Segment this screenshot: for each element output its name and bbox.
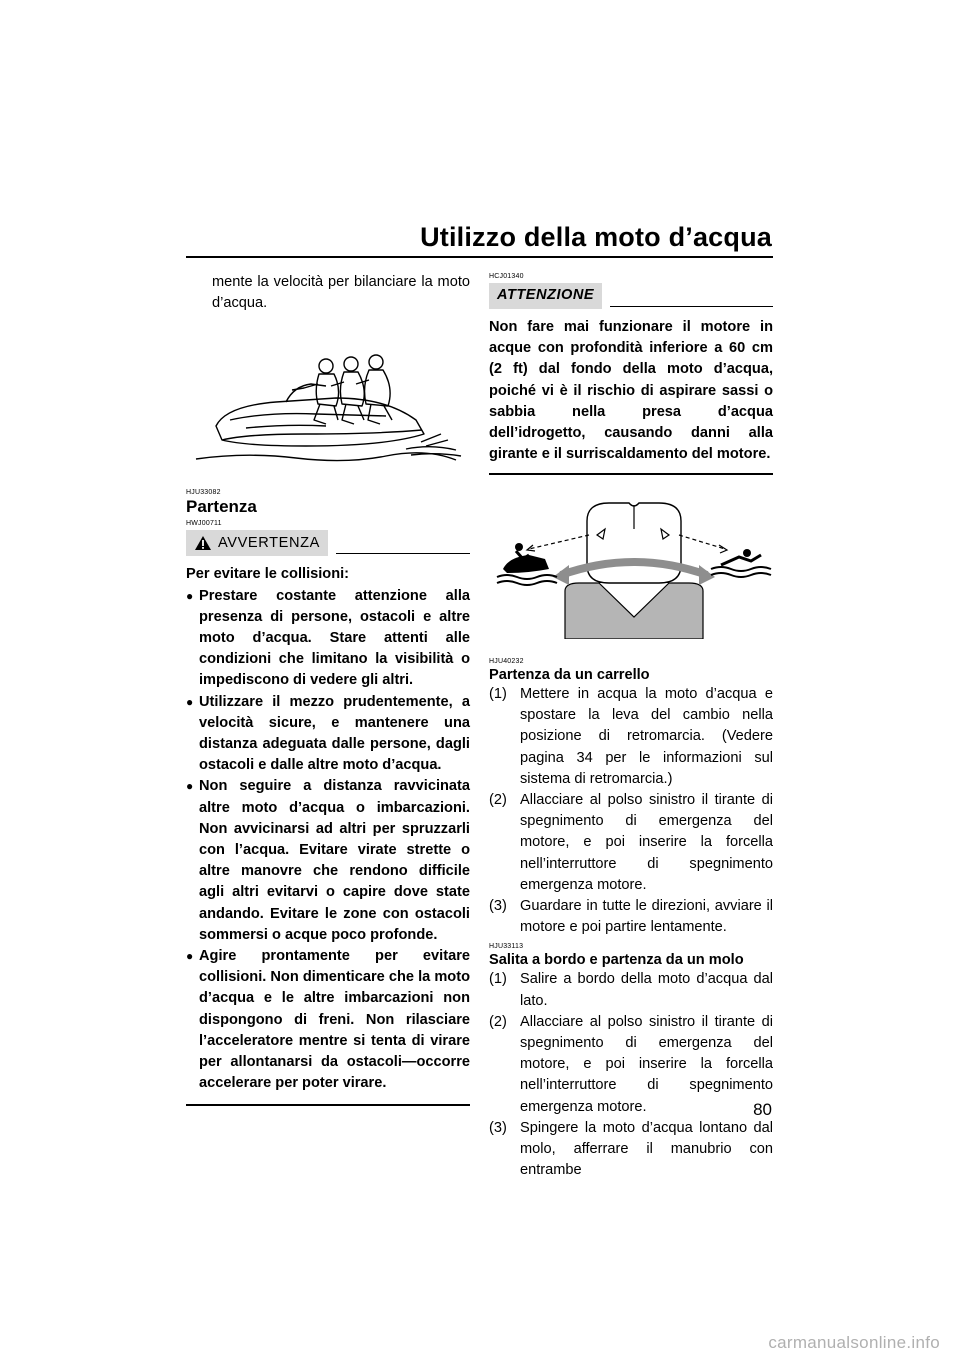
warning-label: AVVERTENZA <box>218 534 320 551</box>
warning-rule <box>336 553 470 555</box>
sub2-steps <box>489 969 773 1181</box>
list-item: (2) Allacciare al polso sinistro il tirante di spegnimento di emergenza del motore, e poi inserire la forcella nell’interruttore di spegnimento emergenza motore. <box>489 791 773 893</box>
sub2-title: Salita a bordo e partenza da un molo <box>489 952 744 969</box>
look-around-illustration <box>489 499 773 639</box>
warning-bullets <box>186 586 470 1095</box>
list-item: ● Utilizzare il mezzo prudentemente, a velocità sicure, e mantenere una distanza adeguata dalle persone, dagli ostacoli e dalle altre moto d’acqua. <box>186 693 470 774</box>
header-rule <box>186 256 773 258</box>
warning-code: HWJ00711 <box>186 520 222 528</box>
page-title: Utilizzo della moto d’acqua <box>420 222 772 252</box>
warning-triangle-icon <box>194 535 212 551</box>
warning-label-box <box>186 530 328 556</box>
sub2-code: HJU33113 <box>489 943 524 951</box>
footer-watermark[interactable]: carmanualsonline.info <box>768 1333 940 1352</box>
list-item: ● Agire prontamente per evitare collisioni. Non dimenticare che la moto d’acqua e le altre imbarcazioni non dispongono di freni. Non rilasciare l’acceleratore mentre si tenta di virare per allontanarsi da ostacoli—occorre accelerare per poter virare. <box>186 948 470 1092</box>
intro-text: mente la velocità per bilanciare la moto d’acqua. <box>212 274 470 312</box>
left-column <box>186 272 470 1106</box>
warning-lead: Per evitare le collisioni: <box>186 566 350 583</box>
list-item: (3) Spingere la moto d’acqua lontano dal molo, afferrare il manubrio con entrambe <box>489 1119 773 1179</box>
page-number: 80 <box>753 1100 772 1119</box>
caution-label: ATTENZIONE <box>489 283 602 309</box>
caution-header <box>489 283 773 309</box>
sub1-steps <box>489 684 773 938</box>
list-item: (3) Guardare in tutte le direzioni, avviare il motore e poi partire lentamente. <box>489 897 773 936</box>
list-item: (1) Salire a bordo della moto d’acqua dal lato. <box>489 971 773 1009</box>
jet-ski-riders-illustration <box>186 354 470 474</box>
list-item: (1) Mettere in acqua la moto d’acqua e spostare la leva del cambio nella posizione di retromarcia. (Vedere pagina 34 per le informazioni sul sistema di retromarcia.) <box>489 685 773 787</box>
warning-header <box>186 530 470 556</box>
caution-end-rule <box>489 473 773 475</box>
list-item: ● Non seguire a distanza ravvicinata altre moto d’acqua o imbarcazioni. Non avvicinarsi ad altri per spruzzarli con l’acqua. Evitare virate strette o altre manovre che rendono difficile agli altri evitarvi o capire dove state andando. Evitare le zone con ostacoli sommersi o acque poco profonde. <box>186 778 470 943</box>
sub1-code: HJU40232 <box>489 657 524 665</box>
warning-end-rule <box>186 1104 470 1106</box>
caution-code: HCJ01340 <box>489 273 524 280</box>
list-item: ● Prestare costante attenzione alla presenza di persone, ostacoli e altre moto d’acqua. Stare attenti alle condizioni che limitano la visibilità o impediscono di vedere gli altri. <box>186 587 470 689</box>
caution-rule <box>610 306 773 308</box>
right-column <box>489 272 773 1181</box>
section-code: HJU33082 <box>186 489 221 497</box>
caution-text: Non fare mai funzionare il motore in acque con profondità inferiore a 60 cm (2 ft) dal fondo della moto d’acqua, poiché vi è il rischio di aspirare sassi o sabbia nella presa d’acqua dell’idrogetto, causando danni alla girante e il surriscaldamento del motore. <box>489 319 773 463</box>
list-item: (2) Allacciare al polso sinistro il tirante di spegnimento di emergenza del motore, e poi inserire la forcella nell’interruttore di spegnimento emergenza motore. <box>489 1013 773 1115</box>
section-title: Partenza <box>186 497 257 517</box>
sub1-title: Partenza da un carrello <box>489 666 650 683</box>
